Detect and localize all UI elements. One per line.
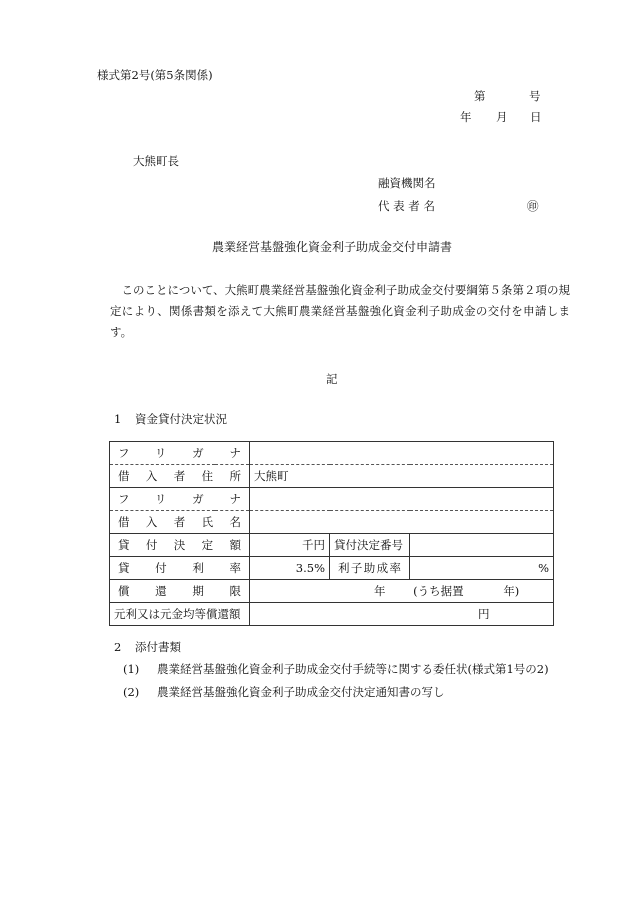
section1-title: 資金貸付決定状況 <box>135 412 227 426</box>
repayment-field[interactable] <box>250 580 554 603</box>
borrower-name-field[interactable] <box>250 511 554 534</box>
attachment-2-number: (2) <box>123 685 140 699</box>
furigana-address-field[interactable] <box>250 442 554 465</box>
loan-decision-no-field[interactable] <box>410 534 554 557</box>
table-row <box>110 580 554 603</box>
subsidy-rate-field[interactable] <box>410 557 554 580</box>
grace-open: (うち据置 <box>413 584 464 598</box>
repayment-label: 償還期限 <box>110 580 250 603</box>
ki-heading: 記 <box>326 372 338 386</box>
loan-amount-unit: 千円 <box>302 538 325 552</box>
principal-label: 元利又は元金均等償還額 <box>110 603 250 626</box>
borrower-name-label: 借入者氏名 <box>110 511 250 534</box>
repayment-year: 年 <box>374 584 386 598</box>
subsidy-rate-unit: % <box>538 561 549 575</box>
furigana-label-2: フリガナ <box>110 488 250 511</box>
section1-number: 1 <box>114 412 122 426</box>
attachment-2-text: 農業経営基盤強化資金利子助成金交付決定通知書の写し <box>157 685 445 699</box>
table-row <box>110 511 554 534</box>
furigana-label-1: フリガナ <box>110 442 250 465</box>
table-row <box>110 488 554 511</box>
document-title: 農業経営基盤強化資金利子助成金交付申請書 <box>212 240 453 254</box>
loan-rate-label: 貸付利率 <box>110 557 250 580</box>
borrower-address-value[interactable]: 大熊町 <box>250 465 554 488</box>
section2-title: 添付書類 <box>135 640 181 654</box>
table-row <box>110 534 554 557</box>
table-row <box>110 442 554 465</box>
institution-label: 融資機関名 <box>378 176 436 190</box>
date-year: 年 <box>460 110 472 124</box>
table-row <box>110 465 554 488</box>
table-row <box>110 603 554 626</box>
representative-label: 代 表 者 名 <box>378 199 435 213</box>
principal-unit: 円 <box>478 607 490 621</box>
loan-status-table <box>109 441 554 626</box>
loan-decision-no-label: 貸付決定番号 <box>330 534 410 557</box>
section2-number: 2 <box>114 640 122 654</box>
loan-amount-field[interactable] <box>250 534 330 557</box>
principal-field[interactable] <box>250 603 554 626</box>
loan-amount-label: 貸付決定額 <box>110 534 250 557</box>
form-number: 様式第2号(第5条関係) <box>97 68 213 82</box>
attachment-1-number: (1) <box>123 662 140 676</box>
grace-close: 年) <box>503 584 520 598</box>
borrower-address-label: 借入者住所 <box>110 465 250 488</box>
furigana-name-field[interactable] <box>250 488 554 511</box>
addressee: 大熊町長 <box>133 154 179 168</box>
table-row <box>110 557 554 580</box>
doc-number-go: 号 <box>529 89 541 103</box>
attachment-1-text: 農業経営基盤強化資金利子助成金交付手続等に関する委任状(様式第1号の2) <box>157 662 549 676</box>
date-month: 月 <box>496 110 508 124</box>
doc-number-dai: 第 <box>474 89 486 103</box>
loan-rate-value[interactable]: 3.5% <box>250 557 330 580</box>
date-day: 日 <box>530 110 542 124</box>
seal-mark: ㊞ <box>527 199 539 213</box>
subsidy-rate-label: 利子助成率 <box>330 557 410 580</box>
body-paragraph: このことについて、大熊町農業経営基盤強化資金利子助成金交付要綱第５条第２項の規定により、関係書類を添えて大熊町農業経営基盤強化資金利子助成金の交付を申請します。 <box>110 283 570 339</box>
